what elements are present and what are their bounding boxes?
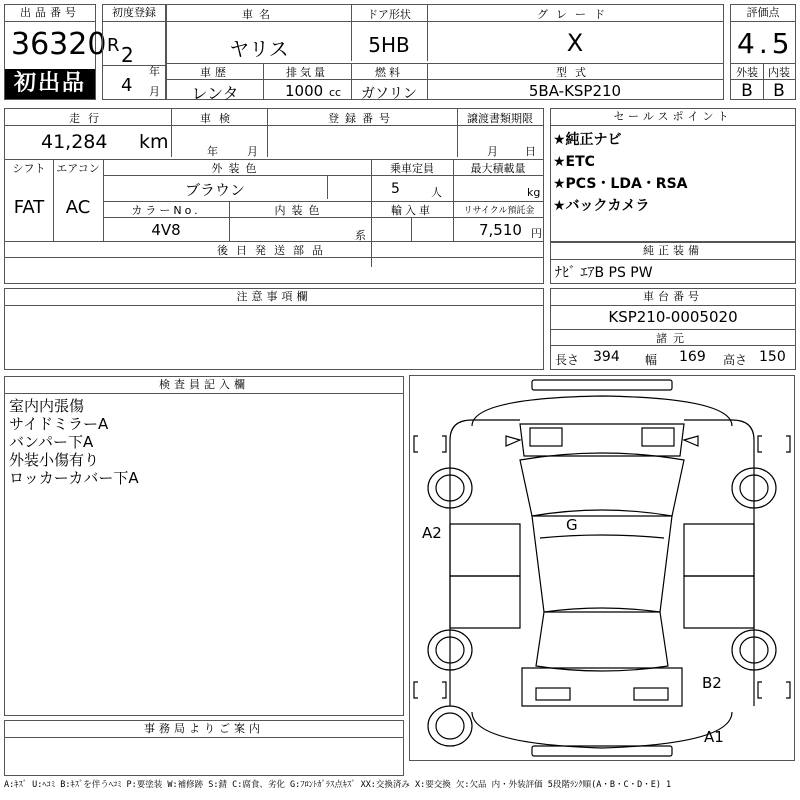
- chassis-box: [550, 288, 796, 370]
- damage-mark-g: G: [566, 516, 578, 534]
- transfer-day-unit: 日: [525, 145, 536, 158]
- int-score-label: 内装: [768, 66, 790, 79]
- exterior-color: ブラウン: [184, 181, 245, 199]
- ext-score: B: [741, 81, 753, 101]
- sales-point: ★純正ナビ: [553, 132, 622, 148]
- inspector-line: サイドミラーA: [9, 415, 109, 433]
- sales-point: ★バックカメラ: [553, 198, 650, 214]
- first-listing-badge: 初出品: [5, 69, 95, 99]
- color-label: 外装色: [211, 162, 263, 175]
- inspector-label: 検査員記入欄: [5, 377, 403, 394]
- registration-label: 初度登録: [103, 5, 165, 22]
- model: 5BA-KSP210: [528, 82, 622, 100]
- grade: X: [566, 29, 584, 57]
- mileage: 41,284: [41, 131, 108, 153]
- sales-points-box: [550, 108, 796, 242]
- history-label: 車歴: [200, 66, 230, 79]
- import-label: 輸入車: [391, 204, 433, 217]
- vehicle-info-box: [166, 4, 724, 103]
- mileage-unit: km: [139, 131, 169, 153]
- width: 169: [679, 349, 706, 365]
- shift: FAT: [13, 197, 45, 218]
- intcolor-unit: 系: [355, 229, 366, 242]
- recycle-label: リサイクル預託金: [463, 206, 535, 216]
- int-score: B: [773, 81, 785, 101]
- intcolor-label: 内装色: [274, 204, 326, 217]
- car-damage-diagram: [409, 375, 795, 761]
- notes-label: 注意事項欄: [5, 289, 543, 306]
- details-table: [4, 108, 544, 284]
- grade-label: グレード: [537, 8, 613, 21]
- displacement: 1000: [285, 82, 324, 100]
- inspector-line: 外装小傷有り: [9, 451, 100, 469]
- sales-points-label: セールスポイント: [551, 109, 795, 126]
- inspector-line: バンパー下A: [9, 433, 94, 451]
- inspection-label: 車検: [200, 112, 238, 125]
- registration-box: [102, 4, 166, 100]
- ac-label: エアコン: [56, 162, 100, 175]
- door-type: 5HB: [368, 33, 410, 57]
- reg-month-unit: 月: [149, 85, 160, 98]
- car-name-label: 車名: [242, 8, 276, 21]
- model-label: 型式: [556, 66, 594, 79]
- damage-mark-a2: A2: [422, 524, 442, 542]
- shift-label: シフト: [12, 162, 46, 175]
- score-box: [730, 4, 796, 100]
- height-label: 高さ: [723, 353, 748, 367]
- colorno-label: カラーNo.: [131, 204, 201, 217]
- history: レンタ: [191, 84, 239, 103]
- reg-year-unit: 年: [149, 65, 160, 78]
- door-label: ドア形状: [367, 8, 411, 21]
- car-name: ヤリス: [229, 37, 289, 61]
- load-label: 最大積載量: [470, 162, 526, 175]
- car-outline-icon: [410, 376, 794, 760]
- legend-footer: A:ｷｽﾞ U:ﾍｺﾐ B:ｷｽﾞを伴うﾍｺﾐ P:要塗装 W:補修跡 S:錆 C:腐食、劣化 G:ﾌﾛﾝﾄｶﾞﾗｽ点ｷｽﾞ XX:交換済み X:要交換 欠:欠品 内・外装評価 5段階ﾗﾝｸ順(A・B・C・D・E) 1: [4, 780, 672, 790]
- equipment-label: 純正装備: [551, 243, 795, 260]
- lot-number: 36320: [11, 27, 107, 62]
- capacity-unit: 人: [431, 186, 442, 199]
- equipment-box: [550, 242, 796, 284]
- insp-year-unit: 年: [207, 145, 218, 158]
- damage-mark-b2: B2: [702, 674, 722, 692]
- transfer-label: 譲渡書類期限: [467, 112, 533, 125]
- width-label: 幅: [645, 353, 658, 367]
- damage-mark-a1: A1: [704, 728, 724, 746]
- inspector-box: [4, 376, 404, 716]
- sales-point: ★ETC: [553, 154, 595, 170]
- displacement-label: 排気量: [286, 66, 328, 79]
- score: 4.5: [737, 27, 794, 60]
- ext-score-label: 外装: [736, 66, 758, 79]
- length: 394: [593, 349, 620, 365]
- transfer-month-unit: 月: [487, 145, 498, 158]
- length-label: 長さ: [555, 353, 580, 367]
- displacement-unit: cc: [329, 86, 342, 99]
- capacity-label: 乗車定員: [390, 162, 434, 175]
- lot-number-label: 出品番号: [5, 5, 95, 22]
- dims-label: 諸元: [656, 332, 690, 345]
- score-label: 評価点: [731, 5, 795, 22]
- recycle-unit: 円: [531, 227, 542, 240]
- later-parts-label: 後日発送部品: [217, 244, 331, 257]
- inspector-line: 室内内張傷: [9, 397, 85, 415]
- fuel: ガソリン: [361, 86, 417, 102]
- ac: AC: [65, 197, 91, 218]
- height: 150: [759, 349, 786, 365]
- fuel-label: 燃料: [375, 66, 403, 79]
- reg-month: 4: [121, 75, 133, 96]
- insp-month-unit: 月: [247, 145, 258, 158]
- office-box: [4, 720, 404, 776]
- office-label: 事務局よりご案内: [5, 721, 403, 738]
- chassis-label: 車台番号: [551, 289, 795, 306]
- sales-point: ★PCS・LDA・RSA: [553, 176, 688, 192]
- inspector-line: ロッカーカバー下A: [9, 469, 139, 487]
- equipment: ﾅﾋﾞ ｴｱB PS PW: [555, 265, 653, 281]
- reg-year: 2: [121, 43, 134, 67]
- load-unit: kg: [527, 186, 541, 199]
- capacity: 5: [391, 181, 400, 197]
- lot-number-box: [4, 4, 107, 100]
- notes-box: [4, 288, 544, 370]
- reg-era: R: [107, 35, 120, 56]
- mileage-label: 走行: [69, 112, 107, 125]
- recycle-amount: 7,510: [479, 221, 522, 239]
- regno-label: 登録番号: [328, 112, 396, 125]
- color-number: 4V8: [151, 221, 181, 239]
- chassis-number: KSP210-0005020: [608, 308, 738, 326]
